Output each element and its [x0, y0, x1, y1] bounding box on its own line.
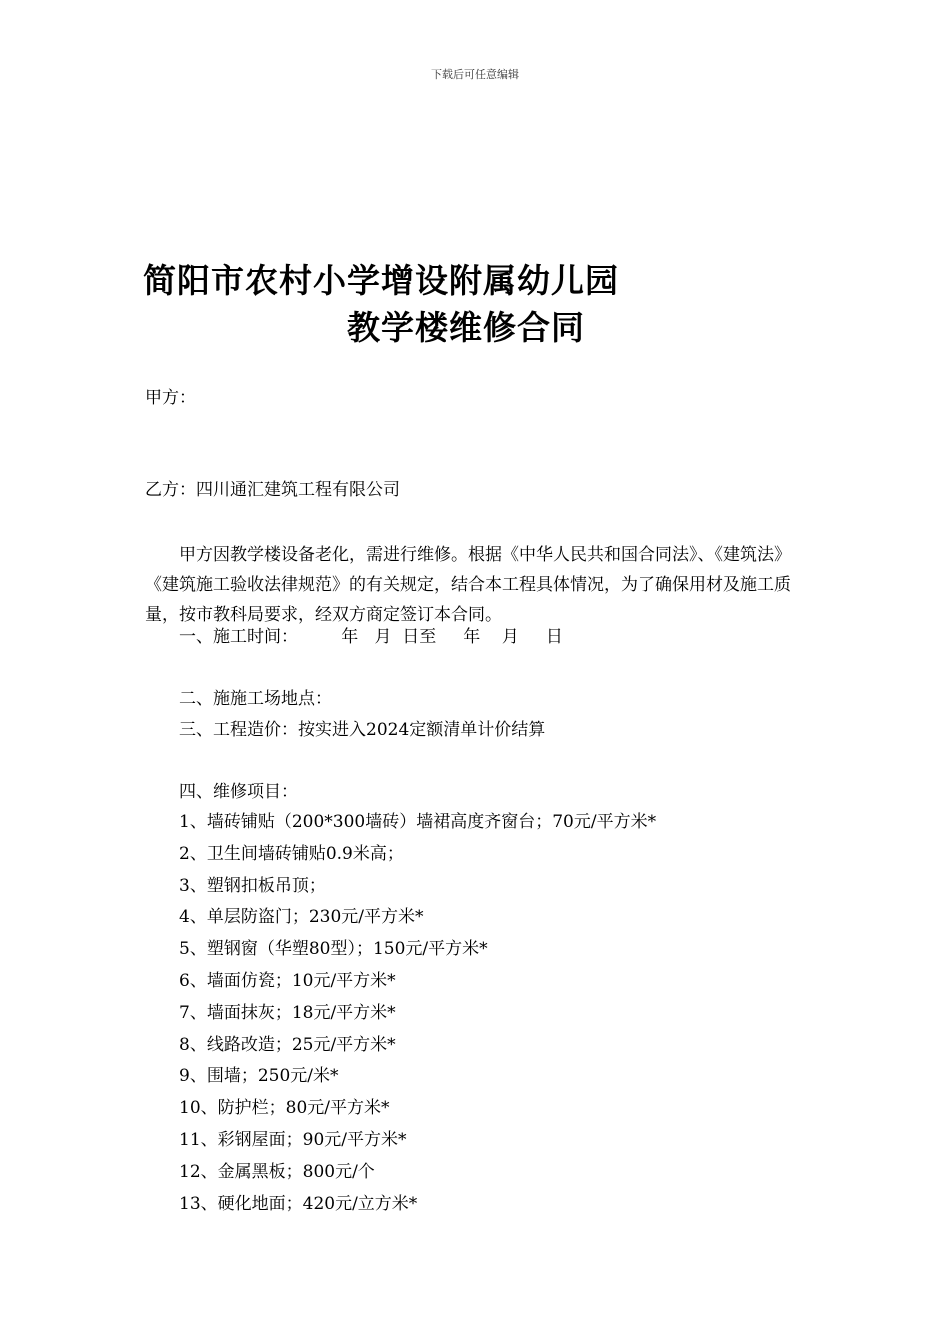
- party-b-label: 乙方：四川通汇建筑工程有限公司: [145, 480, 400, 500]
- clause-project-price: 三、工程造价：按实进入2024定额清单计价结算: [179, 720, 546, 740]
- party-a-label: 甲方：: [145, 388, 196, 408]
- repair-item: 8、线路改造；25元/平方米*: [179, 1034, 396, 1055]
- contract-title-line-2: 教学楼维修合同: [347, 308, 585, 347]
- repair-item: 2、卫生间墙砖铺贴0.9米高；: [179, 843, 404, 864]
- repair-item: 11、彩钢屋面；90元/平方米*: [179, 1129, 407, 1150]
- clause-repair-items-heading: 四、维修项目：: [179, 782, 298, 802]
- repair-item: 4、单层防盗门；230元/平方米*: [179, 907, 424, 928]
- repair-item: 7、墙面抹灰；18元/平方米*: [179, 1002, 396, 1023]
- page-header-note: 下载后可任意编辑: [431, 68, 519, 81]
- repair-item: 6、墙面仿瓷；10元/平方米*: [179, 970, 396, 991]
- repair-item: 1、墙砖铺贴（200*300墙砖）墙裙高度齐窗台；70元/平方米*: [179, 812, 657, 832]
- clause-construction-time: 一、施工时间： 年 月 日至 年 月 日: [179, 627, 563, 647]
- repair-item: 12、金属黑板；800元/个: [179, 1161, 375, 1182]
- contract-preamble: 甲方因教学楼设备老化，需进行维修。根据《中华人民共和国合同法》、《建筑法》《建筑施工验收法律规范》的有关规定，结合本工程具体情况，为了确保用材及施工质量，按市教科局要求，经双方商定签订本合同。: [145, 545, 791, 625]
- clause-construction-location: 二、施施工场地点：: [179, 689, 332, 709]
- repair-item: 13、硬化地面；420元/立方米*: [179, 1193, 418, 1214]
- repair-item: 10、防护栏；80元/平方米*: [179, 1098, 390, 1119]
- repair-item: 3、塑钢扣板吊顶；: [179, 875, 326, 896]
- contract-title-line-1: 简阳市农村小学增设附属幼儿园: [143, 261, 619, 300]
- repair-item: 5、塑钢窗（华塑80型）；150元/平方米*: [179, 939, 488, 960]
- repair-items-list: [179, 810, 656, 1223]
- repair-item: 9、围墙；250元/米*: [179, 1066, 339, 1087]
